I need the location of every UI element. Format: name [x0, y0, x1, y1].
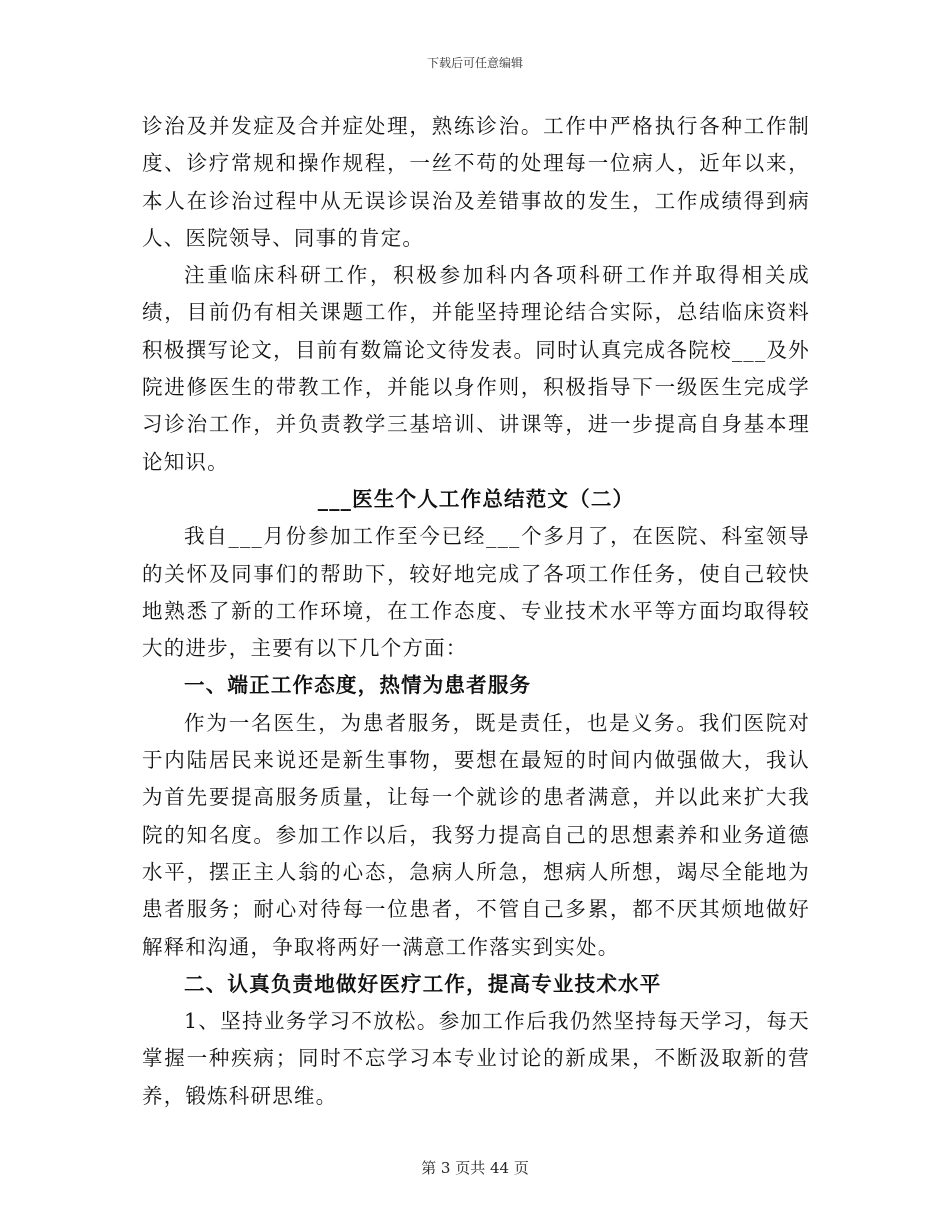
- heading-2: 二、认真负责地做好医疗工作，提高专业技术水平: [184, 971, 662, 996]
- paragraph-5: 1、坚持业务学习不放松。参加工作后我仍然坚持每天学习，每天掌握一种疾病；同时不忘学习本专业讨论的新成果，不断汲取新的营养，锻炼科研思维。: [142, 1009, 810, 1108]
- document-body: [142, 108, 810, 1115]
- page-footer: 第 3 页共 44 页: [421, 1159, 529, 1177]
- heading-1: 一、端正工作态度，热情为患者服务: [184, 673, 532, 698]
- page-header: 下载后可任意编辑: [426, 56, 523, 70]
- paragraph-4: 作为一名医生，为患者服务，既是责任，也是义务。我们医院对于内陆居民来说还是新生事物，要想在最短的时间内做强做大，我认为首先要提高服务质量，让每一个就诊的患者满意，并以此来扩大我院的知名度。参加工作以后，我努力提高自己的思想素养和业务道德水平，摆正主人翁的心态，急病人所急，想病人所想，竭尽全能地为患者服务；耐心对待每一位患者，不管自己多累，都不厌其烦地做好解释和沟通，争取将两好一满意工作落实到实处。: [142, 710, 810, 959]
- paragraph-1: 诊治及并发症及合并症处理，熟练诊治。工作中严格执行各种工作制度、诊疗常规和操作规程，一丝不苟的处理每一位病人，近年以来，本人在诊治过程中从无误诊误治及差错事故的发生，工作成绩得到病人、医院领导、同事的肯定。: [142, 114, 810, 250]
- paragraph-3: 我自___月份参加工作至今已经___个多月了，在医院、科室领导的关怀及同事们的帮助下，较好地完成了各项工作任务，使自己较快地熟悉了新的工作环境，在工作态度、专业技术水平等方面均取得较大的进步，主要有以下几个方面：: [142, 524, 810, 661]
- paragraph-2: 注重临床科研工作，积极参加科内各项科研工作并取得相关成绩，目前仍有相关课题工作，并能坚持理论结合实际，总结临床资料积极撰写论文，目前有数篇论文待发表。同时认真完成各院校___及外院进修医生的带教工作，并能以身作则，积极指导下一级医生完成学习诊治工作，并负责教学三基培训、讲课等，进一步提高自身基本理论知识。: [142, 263, 810, 474]
- section-title: ___医生个人工作总结范文（二）: [317, 486, 635, 511]
